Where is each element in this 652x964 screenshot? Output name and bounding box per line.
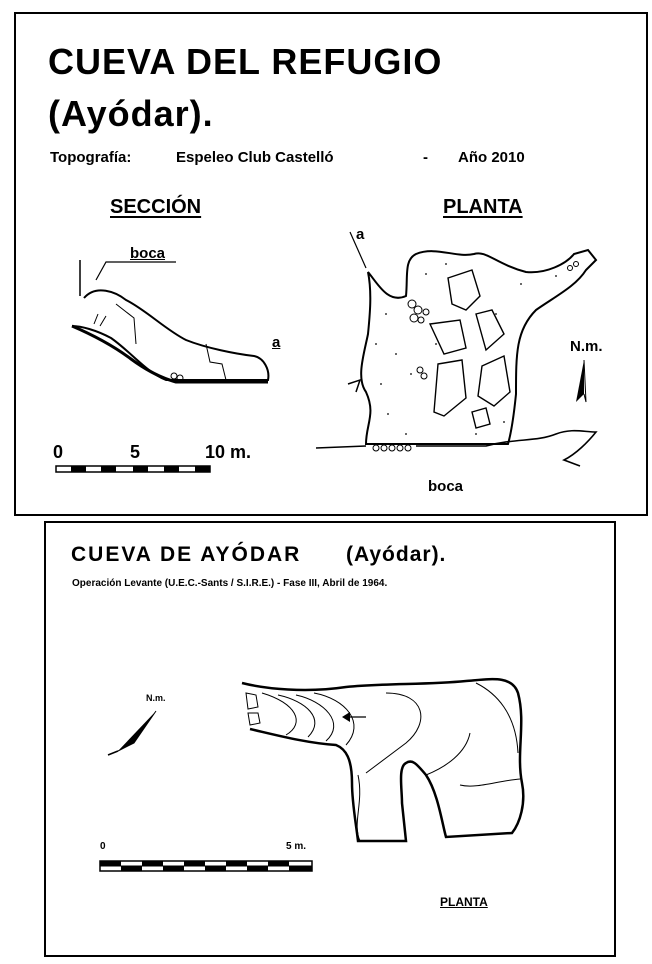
seccion-boca-label: boca — [130, 245, 166, 262]
bottom-scale-tick-5: 5 m. — [286, 841, 307, 852]
planta-plan-drawing — [16, 14, 650, 518]
bottom-title: CUEVA DE AYÓDAR — [71, 543, 302, 566]
planta-north-label: N.m. — [570, 338, 603, 355]
planta-point-a: a — [356, 226, 365, 243]
top-credit-separator: - — [423, 149, 428, 166]
top-credit-label: Topografía: — [50, 149, 132, 166]
bottom-scale-tick-0: 0 — [100, 841, 106, 852]
planta-boca-label: boca — [428, 478, 464, 495]
top-credit-club: Espeleo Club Castelló — [176, 149, 334, 166]
ayodar-plan-drawing — [46, 523, 618, 959]
top-scale-tick-0: 0 — [53, 442, 64, 462]
top-scale-tick-5: 5 — [130, 442, 141, 462]
top-survey-panel — [14, 12, 648, 516]
top-credit-year: Año 2010 — [458, 149, 525, 166]
top-north-arrow-icon — [572, 358, 592, 408]
top-title-line1: CUEVA DEL REFUGIO — [48, 41, 443, 82]
bottom-title-suffix: (Ayódar). — [346, 543, 447, 566]
seccion-point-a: a — [272, 334, 281, 351]
top-title-line2: (Ayódar). — [48, 93, 214, 134]
bottom-survey-panel — [44, 521, 616, 957]
bottom-scale-bar — [100, 859, 320, 875]
bottom-credit: Operación Levante (U.E.C.-Sants / S.I.R.E.) - Fase III, Abril de 1964. — [72, 578, 388, 589]
bottom-plan-label: PLANTA — [440, 895, 488, 909]
seccion-heading: SECCIÓN — [110, 196, 202, 218]
bottom-north-label: N.m. — [146, 693, 166, 703]
top-scale-tick-10: 10 m. — [205, 442, 252, 462]
top-scale-bar — [56, 462, 216, 476]
planta-heading: PLANTA — [443, 196, 523, 218]
